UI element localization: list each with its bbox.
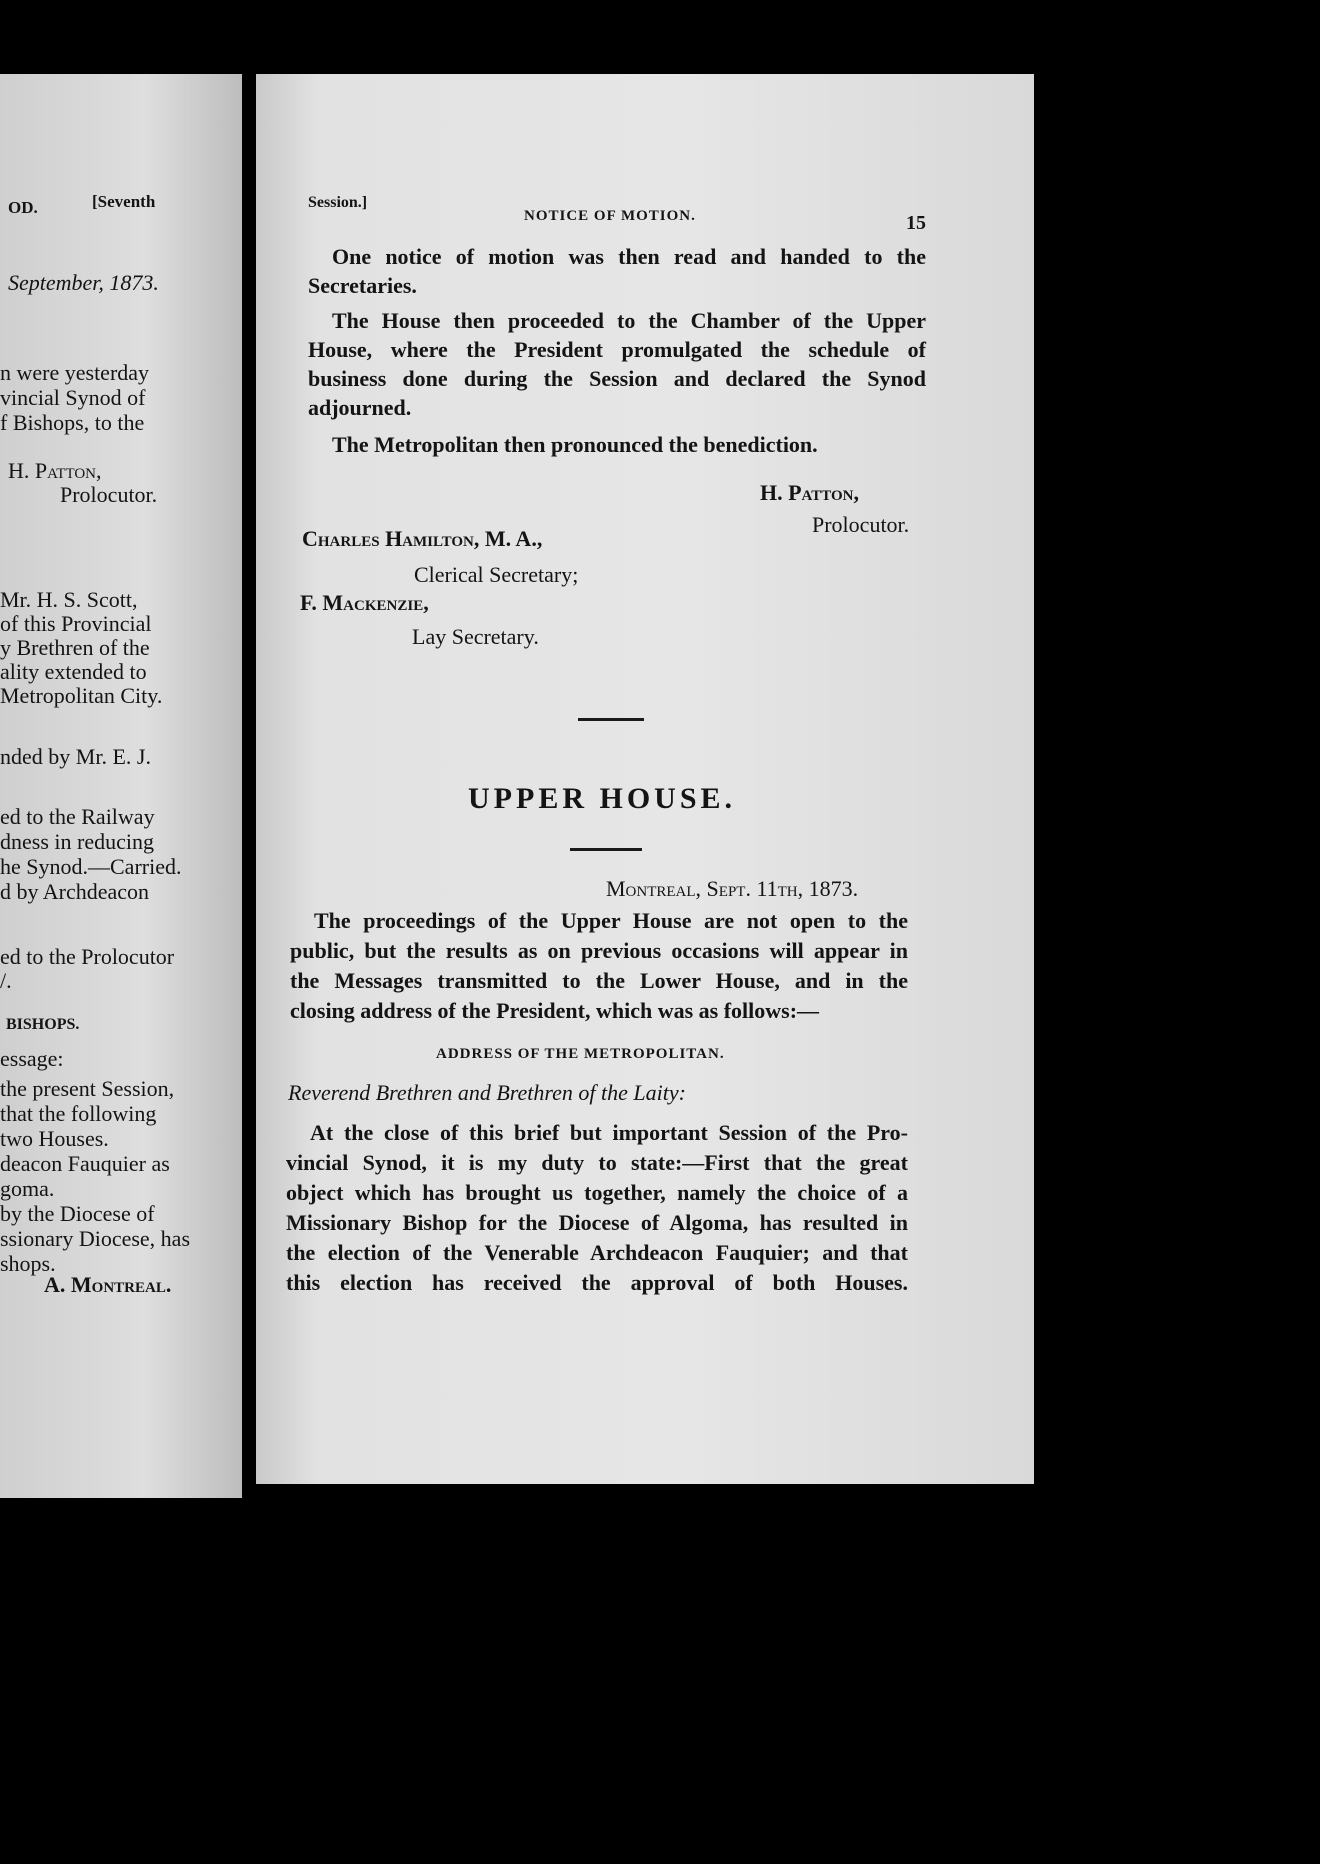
left-running-head: OD. <box>8 198 38 217</box>
para3-line: The Metropolitan then pronounced the benediction. <box>332 432 818 457</box>
text-line: ed to the Railway <box>0 804 155 829</box>
text-line: deacon Fauquier as <box>0 1151 170 1176</box>
text-line: vincial Synod of <box>0 385 146 410</box>
left-signature-name: H. Patton, <box>8 458 102 483</box>
right-page <box>256 74 1034 1484</box>
para5-line: this election has received the approval of both Houses. <box>286 1270 908 1295</box>
left-text-block-4 <box>0 1076 190 1276</box>
left-date-line: September, 1873. <box>8 270 159 295</box>
left-text-block-3 <box>0 804 181 904</box>
left-signature-bishop: A. Montreal. <box>44 1272 172 1297</box>
text-line: the present Session, <box>0 1076 175 1101</box>
text-line: ssionary Diocese, has <box>0 1226 191 1251</box>
lay-secretary-name: F. Mackenzie, <box>300 590 429 615</box>
text-line: he Synod.—Carried. <box>0 854 182 879</box>
text-line: d by Archdeacon <box>0 879 150 904</box>
para5-line: object which has brought us together, namely the choice of a <box>286 1180 908 1205</box>
running-head-title: NOTICE OF MOTION. <box>524 208 696 224</box>
text-line: goma. <box>0 1176 55 1201</box>
left-seconded-line: nded by Mr. E. J. <box>0 744 151 769</box>
para2-line: The House then proceeded to the Chamber of the Upper <box>332 308 926 333</box>
left-running-head-session: [Seventh <box>92 192 156 211</box>
text-line: of this Provincial <box>0 611 152 636</box>
clerical-secretary-name: Charles Hamilton, M. A., <box>302 526 543 551</box>
text-line: two Houses. <box>0 1126 109 1151</box>
signature-name: H. Patton, <box>760 480 860 505</box>
para2-line: business done during the Session and declared the Synod <box>308 366 926 391</box>
para4-line: public, but the results as on previous occasions will appear in <box>290 938 908 963</box>
page-number: 15 <box>906 212 926 234</box>
lay-secretary-title: Lay Secretary. <box>412 624 539 649</box>
left-text-block-1 <box>0 360 149 435</box>
left-prolocutor-line: ed to the Prolocutor <box>0 944 175 969</box>
para4-line: The proceedings of the Upper House are not open to the <box>314 908 908 933</box>
para4-line: the Messages transmitted to the Lower House, and in the <box>290 968 908 993</box>
section-divider-rule <box>578 718 644 721</box>
para1-line: Secretaries. <box>308 273 417 298</box>
text-line: n were yesterday <box>0 360 150 385</box>
text-line: that the following <box>0 1101 157 1126</box>
para5-line: vincial Synod, it is my duty to state:—First that the great <box>286 1150 908 1175</box>
para5-line: At the close of this brief but important Session of the Pro- <box>310 1120 908 1145</box>
clerical-secretary-title: Clerical Secretary; <box>414 562 579 587</box>
text-line: y Brethren of the <box>0 635 150 660</box>
dateline <box>606 874 858 903</box>
signature-title: Prolocutor. <box>812 512 910 537</box>
text-line: Mr. H. S. Scott, <box>0 587 138 612</box>
para2-line: House, where the President promulgated the schedule of <box>308 337 926 362</box>
text-line: by the Diocese of <box>0 1201 155 1226</box>
running-head-session: Session.] <box>308 194 368 211</box>
left-slash-line: /. <box>0 968 12 993</box>
left-facing-page <box>0 74 242 1498</box>
text-line: f Bishops, to the <box>0 410 145 435</box>
para4-line: closing address of the President, which was as follows:— <box>290 998 820 1023</box>
left-heading-bishops: BISHOPS. <box>6 1016 80 1033</box>
para2-line: adjourned. <box>308 395 412 420</box>
para5-line: Missionary Bishop for the Diocese of Algoma, has resulted in <box>286 1210 908 1235</box>
left-text-block-2 <box>0 588 162 708</box>
address-heading: ADDRESS OF THE METROPOLITAN. <box>436 1046 725 1062</box>
title-underline-rule <box>570 848 642 851</box>
dateline-text: Montreal, Sept. 11th, 1873. <box>606 876 859 901</box>
para5-line: the election of the Venerable Archdeacon Fauquier; and that <box>286 1240 908 1265</box>
salutation: Reverend Brethren and Brethren of the Laity: <box>288 1080 686 1105</box>
left-signature-title: Prolocutor. <box>60 482 158 507</box>
section-title: UPPER HOUSE. <box>468 782 737 815</box>
text-line: shops. <box>0 1251 56 1276</box>
text-line: dness in reducing <box>0 829 154 854</box>
para1-line: One notice of motion was then read and handed to the <box>332 244 926 269</box>
text-line: Metropolitan City. <box>0 683 163 708</box>
text-line: ality extended to <box>0 659 147 684</box>
left-message-line: essage: <box>0 1046 64 1071</box>
